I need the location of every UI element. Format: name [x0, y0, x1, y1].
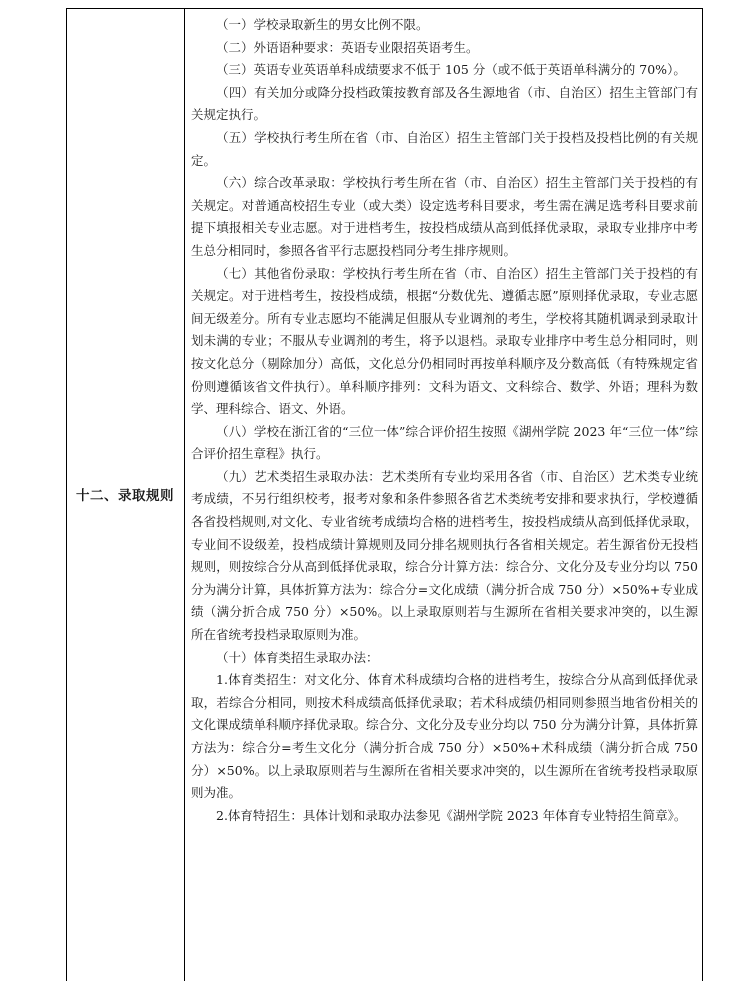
- rule-paragraph-7: （七）其他省份录取：学校执行考生所在省（市、自治区）招生主管部门关于投档的有关规定。对于进档考生，按投档成绩，根据“分数优先、遵循志愿”原则择优录取，专业志愿间无级差分。所有专业志愿均不能满足但服从专业调剂的考生，学校将其随机调录到录取计划未满的专业；不服从专业调剂的考生，将予以退档。录取专业排序中考生总分相同时，则按文化总分（剔除加分）高低，文化总分仍相同时再按单科顺序及分数高低（有特殊规定省份则遵循该省文件执行）。单科顺序排列：文科为语文、文科综合、数学、外语；理科为数学、理科综合、语文、外语。: [191, 265, 698, 417]
- rule-paragraph-10-2: 2.体育特招生：具体计划和录取办法参见《湖州学院 2023 年体育专业特招生简章》。: [216, 807, 687, 823]
- rule-paragraph-6: （六）综合改革录取：学校执行考生所在省（市、自治区）招生主管部门关于投档的有关规定。对普通高校招生专业（或大类）设定选考科目要求，考生需在满足选考科目要求前提下填报相关专业志愿。对于进档考生，按投档成绩从高到低择优录取，录取专业排序中考生总分相同时，参照各省平行志愿投档同分考生排序规则。: [191, 175, 698, 258]
- rule-paragraph-3: （三）英语专业英语单科成绩要求不低于 105 分（或不低于英语单科满分的 70%）。: [216, 62, 686, 78]
- section-label: 十二、录取规则: [76, 488, 174, 504]
- rule-paragraph-9: （九）艺术类招生录取办法：艺术类所有专业均采用各省（市、自治区）艺术类专业统考成绩，不另行组织校考，报考对象和条件参照各省艺术类统考安排和要求执行，学校遵循各省投档规则,对文化、专业省统考成绩均合格的进档考生，按投档成绩从高到低择优录取，专业间不设级差，投档成绩计算规则及同分排名规则执行各省相关规定。若生源省份无投档规则，则按综合分从高到低择优录取，综合分计算方法：综合分、文化分及专业分均以 750 分为满分计算，具体折算方法为：综合分=文化成绩（满分折合成 750 分）×50%+专业成绩（满分折合成 750 分）×50%。以上录取原则若与生源所在省相关要求冲突的，以生源所在省统考投档录取原则为准。: [191, 468, 698, 643]
- rule-paragraph-1: （一）学校录取新生的男女比例不限。: [216, 17, 429, 32]
- rule-paragraph-4: （四）有关加分或降分投档政策按教育部及各生源地省（市、自治区）招生主管部门有关规定执行。: [191, 84, 698, 123]
- rule-paragraph-10-1: 1.体育类招生：对文化分、体育术科成绩均合格的进档考生，按综合分从高到低择优录取，若综合分相同，则按术科成绩高低择优录取；若术科成绩仍相同则参照当地省份相关的文化课成绩单科顺序择优录取。综合分、文化分及专业分均以 750 分为满分计算，具体折算方法为：综合分=考生文化分（满分折合成 750 分）×50%+术科成绩（满分折合成 750 分）×50%。以上录取原则若与生源所在省相关要求冲突的，以生源所在省统考投档录取原则为准。: [191, 672, 698, 801]
- rule-paragraph-2: （二）外语语种要求：英语专业限招英语考生。: [216, 39, 479, 55]
- admission-rules-table: [66, 8, 703, 981]
- rules-content: [191, 14, 698, 827]
- table-right-border: [702, 8, 703, 981]
- rule-paragraph-10: （十）体育类招生录取办法：: [216, 649, 379, 665]
- column-divider: [184, 8, 185, 981]
- section-label-cell: [66, 8, 184, 981]
- rule-paragraph-8: （八）学校在浙江省的“三位一体”综合评价招生按照《湖州学院 2023 年“三位一体”综合评价招生章程》执行。: [191, 423, 698, 462]
- rule-paragraph-5: （五）学校执行考生所在省（市、自治区）招生主管部门关于投档及投档比例的有关规定。: [191, 129, 698, 168]
